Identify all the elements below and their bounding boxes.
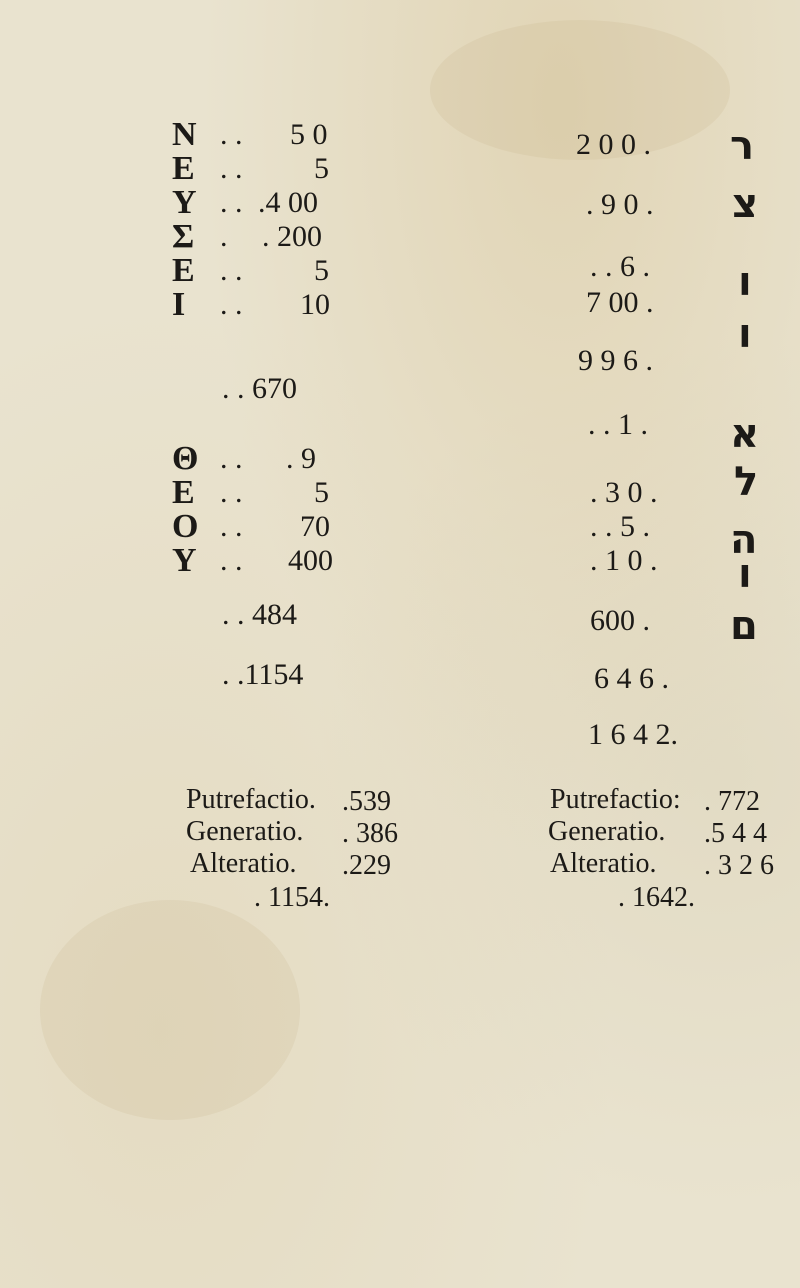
hebrew-letter: ו [738, 551, 752, 597]
left-grand-total: . 1154. [254, 882, 330, 913]
greek-letter: Σ [172, 218, 195, 255]
greek-letter: E [172, 252, 195, 289]
numeric-value: . 1 0 . [590, 544, 658, 577]
dot-leader: . . [220, 288, 243, 321]
greek-letter: Y [172, 184, 197, 221]
hebrew-letter: ל [734, 459, 759, 505]
hebrew-letter: ר [730, 123, 755, 169]
dot-leader: . . [220, 152, 243, 185]
greek-letter: Θ [172, 440, 199, 477]
numeric-value: . 9 0 . [586, 188, 654, 221]
breakdown-value: .539 [342, 786, 391, 817]
breakdown-label: Alteratio. [190, 848, 297, 879]
numeric-value: 2 0 0 . [576, 128, 651, 161]
numeric-value: . . 5 . [590, 510, 650, 543]
numeric-value: . 9 [286, 442, 316, 475]
hebrew-letter: צ [732, 181, 759, 227]
numeric-value: 9 9 6 . [578, 344, 653, 377]
numeric-value: 5 [314, 254, 329, 287]
subtotal-word2: . . 484 [222, 598, 297, 631]
numeric-value: 7 00 . [586, 286, 654, 319]
subtotal-word1: . . 670 [222, 372, 297, 405]
numeric-value: .4 00 [258, 186, 318, 219]
numeric-value: . . 1 . [588, 408, 648, 441]
breakdown-label: Generatio. [186, 816, 304, 847]
numeric-value: 5 [314, 152, 329, 185]
dot-leader: . . [220, 544, 243, 577]
breakdown-value: . 386 [342, 818, 398, 849]
dot-leader: . . [220, 476, 243, 509]
breakdown-value: .5 4 4 [704, 818, 767, 849]
breakdown-label: Alteratio. [550, 848, 657, 879]
breakdown-value: . 3 2 6 [704, 850, 774, 881]
dot-leader: . . [220, 118, 243, 151]
numeric-value: 70 [300, 510, 330, 543]
numeric-value: 10 [300, 288, 330, 321]
greek-letter: E [172, 474, 195, 511]
dot-leader: . . [220, 442, 243, 475]
greek-letter: N [172, 116, 197, 153]
hebrew-letter: ה [730, 517, 758, 563]
breakdown-label: Generatio. [548, 816, 666, 847]
numeric-value: . . 6 . [590, 250, 650, 283]
breakdown-value: . 772 [704, 786, 760, 817]
dot-leader: . . [220, 510, 243, 543]
greek-letter: E [172, 150, 195, 187]
dot-leader: . [220, 220, 228, 253]
right-grand-total: . 1642. [618, 882, 695, 913]
greek-letter: Y [172, 542, 197, 579]
numeric-value: 1 6 4 2. [588, 718, 678, 751]
numeric-value: 5 0 [290, 118, 328, 151]
hebrew-letter: ו [738, 259, 752, 305]
numeric-value: 600 . [590, 604, 650, 637]
numeric-value: 400 [288, 544, 333, 577]
numeric-value: 6 4 6 . [594, 662, 669, 695]
breakdown-label: Putrefactio. [186, 784, 316, 815]
numeric-value: 5 [314, 476, 329, 509]
breakdown-label: Putrefactio: [550, 784, 681, 815]
greek-letter: O [172, 508, 199, 545]
numeric-value: . 200 [262, 220, 322, 253]
hebrew-letter: א [730, 411, 760, 457]
hebrew-letter: ו [738, 311, 752, 357]
dot-leader: . . [220, 186, 243, 219]
breakdown-value: .229 [342, 850, 391, 881]
left-total: . .1154 [222, 658, 304, 691]
numeric-value: . 3 0 . [590, 476, 658, 509]
hebrew-letter: ם [730, 603, 758, 649]
dot-leader: . . [220, 254, 243, 287]
greek-letter: I [172, 286, 186, 323]
